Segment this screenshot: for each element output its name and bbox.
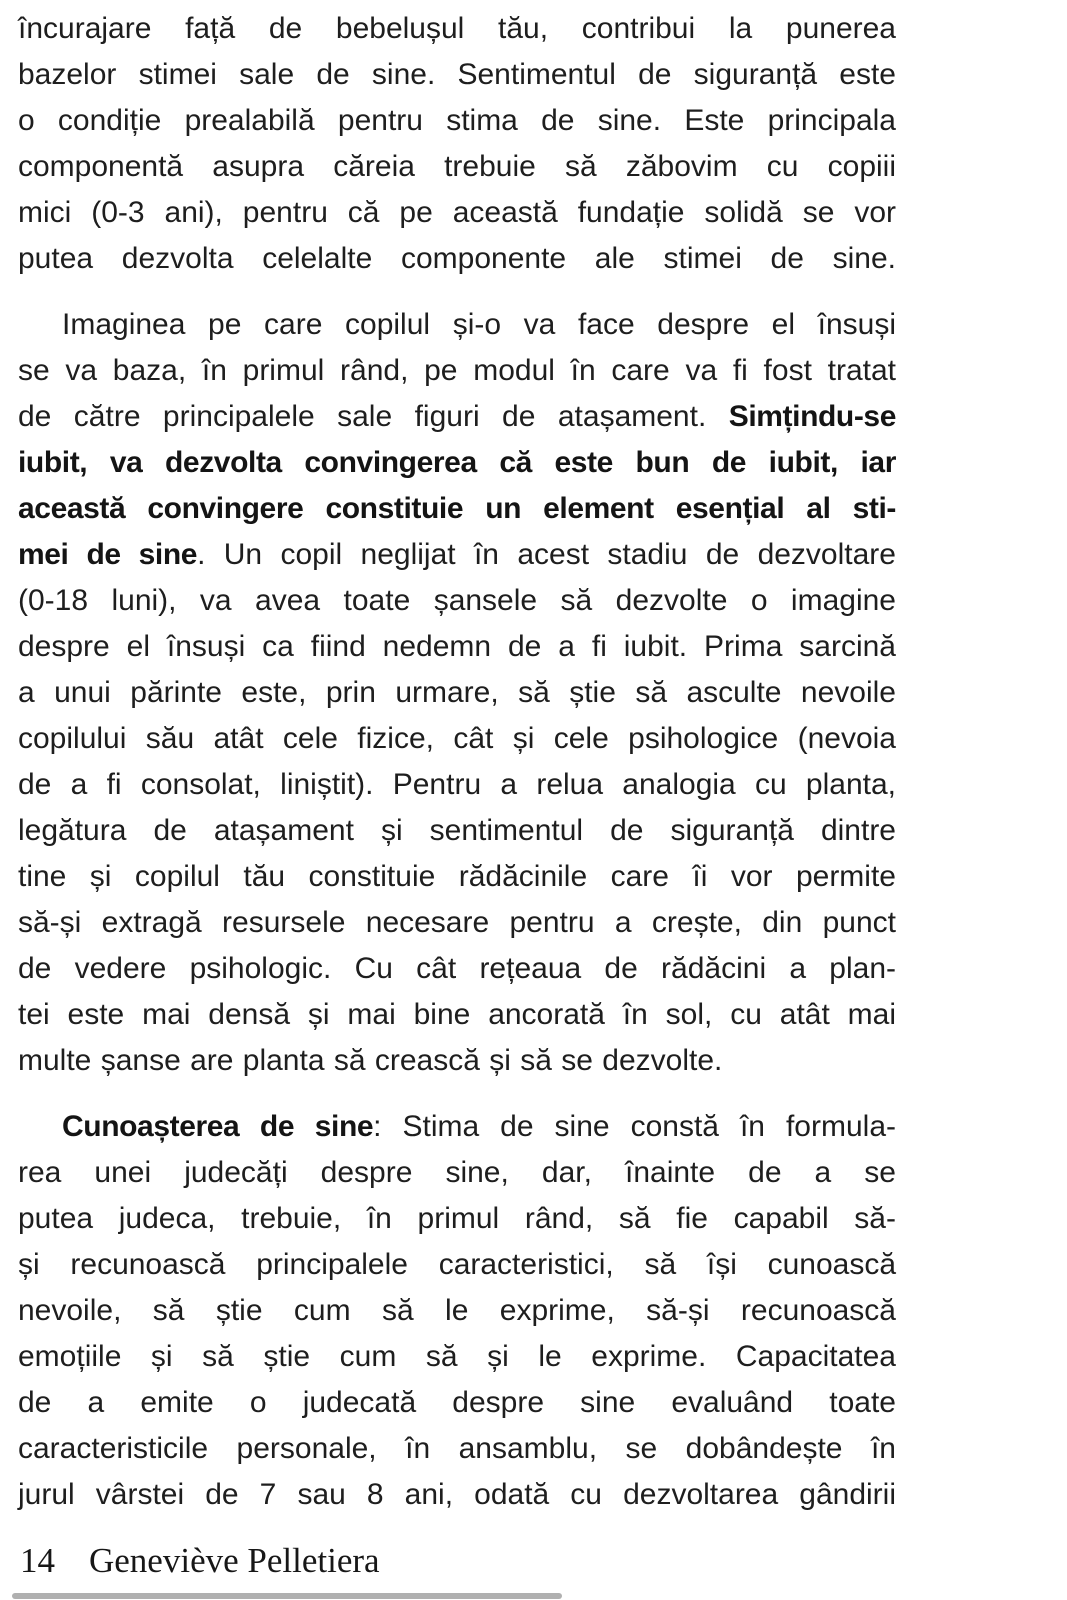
text-line	[18, 946, 896, 992]
text-run: Simțindu-se	[728, 400, 896, 433]
text-run: mici (0-3 ani), pentru că pe această fundație solidă se vor	[18, 196, 896, 229]
text-line	[18, 98, 896, 144]
text-line	[18, 854, 896, 900]
text-line	[18, 6, 896, 52]
text-line	[18, 1334, 896, 1380]
text-line	[18, 1380, 896, 1426]
text-line	[18, 716, 896, 762]
text-run: (0-18 luni), va avea toate șansele să dezvolte o imagine	[18, 584, 896, 617]
text-run: încurajare față de bebelușul tău, contribui la punerea	[18, 12, 896, 45]
text-run: multe șanse are planta să crească și să se dezvolte.	[18, 1044, 723, 1077]
text-run: caracteristicile personale, în ansamblu, se dobândește în	[18, 1432, 896, 1465]
text-run: putea dezvolta celelalte componente ale stimei de sine.	[18, 242, 896, 275]
text-run: . Un copil neglijat în acest stadiu de dezvoltare	[197, 538, 896, 571]
text-line	[18, 762, 896, 808]
text-line	[18, 1242, 896, 1288]
text-run: o condiție prealabilă pentru stima de sine. Este principala	[18, 104, 896, 137]
text-run: nevoile, să știe cum să le exprime, să-și recunoască	[18, 1294, 896, 1327]
text-line	[18, 1472, 896, 1518]
text-line	[18, 532, 896, 578]
text-line	[18, 1288, 896, 1334]
text-run: tei este mai densă și mai bine ancorată în sol, cu atât mai	[18, 998, 896, 1031]
paragraph	[18, 1104, 896, 1518]
text-line	[18, 1104, 896, 1150]
text-run: această convingere constituie un element esențial al sti-	[18, 492, 896, 525]
text-line	[18, 348, 896, 394]
running-footer-author: Geneviève Pelletiera	[89, 1541, 380, 1580]
page-number: 14	[20, 1541, 55, 1580]
text-run: și recunoască principalele caracteristici, să își cunoască	[18, 1248, 896, 1281]
text-line	[18, 440, 896, 486]
text-run: Cunoașterea de sine	[62, 1110, 374, 1143]
cut-off-next-line	[12, 1593, 562, 1599]
text-run: emoțiile și să știe cum să și le exprime. Capacitatea	[18, 1340, 896, 1373]
text-run: de vedere psihologic. Cu cât rețeaua de rădăcini a plan-	[18, 952, 896, 985]
text-run: putea judeca, trebuie, în primul rând, să fie capabil să-	[18, 1202, 896, 1235]
text-run: se va baza, în primul rând, pe modul în care va fi fost tratat	[18, 354, 896, 387]
text-line	[18, 1038, 896, 1084]
paragraph	[18, 6, 896, 282]
text-run: de a emite o judecată despre sine evaluând toate	[18, 1386, 896, 1419]
paragraph	[18, 302, 896, 1084]
text-line	[18, 144, 896, 190]
text-line	[18, 1150, 896, 1196]
text-run: tine și copilul tău constituie rădăcinile care îi vor permite	[18, 860, 896, 893]
text-line	[18, 190, 896, 236]
text-line	[18, 900, 896, 946]
text-run: copilului său atât cele fizice, cât și cele psihologice (nevoia	[18, 722, 896, 755]
text-line	[18, 1196, 896, 1242]
text-run: să-și extragă resursele necesare pentru a crește, din punct	[18, 906, 896, 939]
text-line	[18, 302, 896, 348]
text-line	[18, 486, 896, 532]
text-run: a unui părinte este, prin urmare, să știe să asculte nevoile	[18, 676, 896, 709]
text-run: componentă asupra căreia trebuie să zăbovim cu copiii	[18, 150, 896, 183]
text-line	[18, 236, 896, 282]
text-run: despre el însuși ca fiind nedemn de a fi iubit. Prima sarcină	[18, 630, 896, 663]
text-line	[18, 670, 896, 716]
text-line	[18, 578, 896, 624]
text-run: de către principalele sale figuri de atașament.	[18, 400, 729, 433]
text-run: bazelor stimei sale de sine. Sentimentul de siguranță este	[18, 58, 896, 91]
text-run: iubit, va dezvolta convingerea că este bun de iubit, iar	[18, 446, 896, 479]
page-footer	[20, 1541, 380, 1581]
text-line	[18, 808, 896, 854]
text-run: mei de sine	[18, 538, 198, 571]
text-run: legătura de atașament și sentimentul de siguranță dintre	[18, 814, 896, 847]
text-line	[18, 52, 896, 98]
text-run: Imaginea pe care copilul și-o va face despre el însuși	[62, 308, 896, 341]
text-run: jurul vârstei de 7 sau 8 ani, odată cu dezvoltarea gândirii	[18, 1478, 896, 1511]
text-line	[18, 992, 896, 1038]
text-line	[18, 624, 896, 670]
text-line	[18, 1426, 896, 1472]
text-line	[18, 394, 896, 440]
text-run: de a fi consolat, liniștit). Pentru a relua analogia cu planta,	[18, 768, 896, 801]
text-block	[18, 6, 896, 1518]
text-run: rea unei judecăți despre sine, dar, înainte de a se	[18, 1156, 896, 1189]
text-run: : Stima de sine constă în formula-	[373, 1110, 896, 1143]
